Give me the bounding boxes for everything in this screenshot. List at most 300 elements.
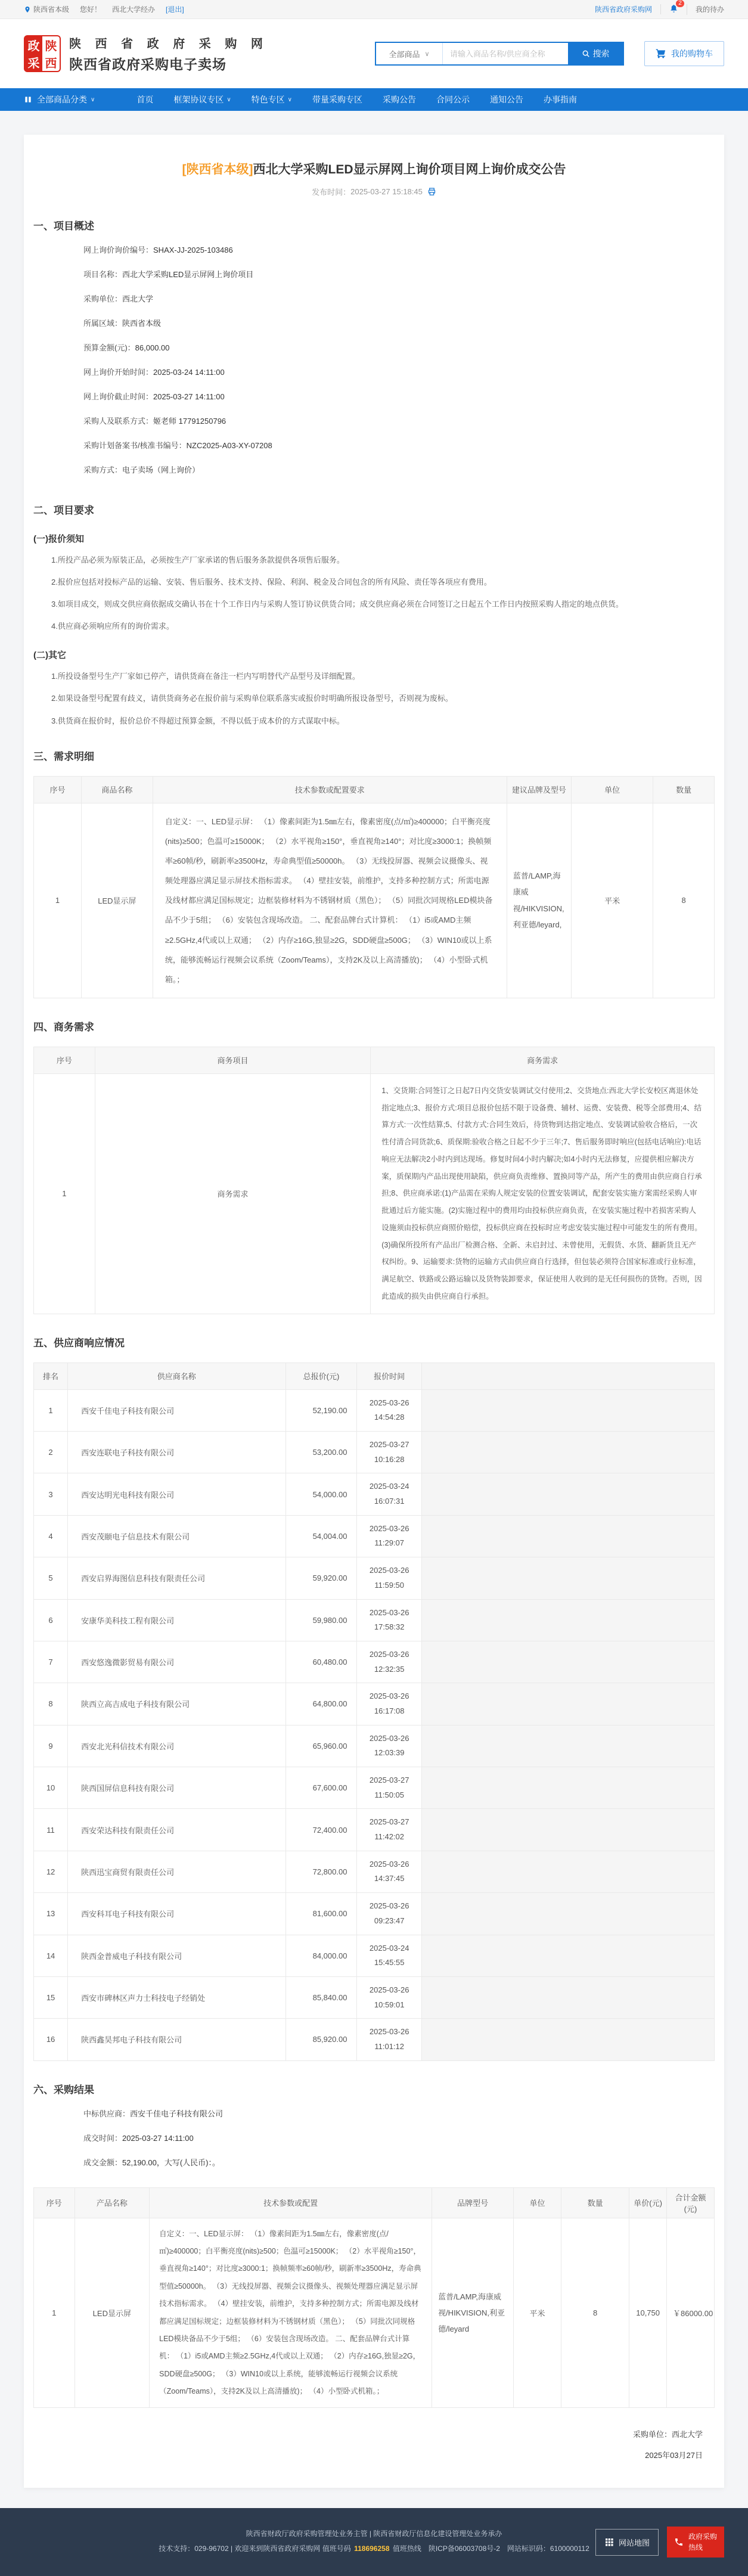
- supplier-rank-cell: 15: [34, 1976, 68, 2018]
- region-label: 陕西省本级: [33, 5, 70, 14]
- menu-icon: [24, 95, 32, 104]
- field-value: 86,000.00: [135, 343, 170, 352]
- filler-cell: [421, 1515, 714, 1557]
- footer-line2-prefix: 技术支持：029-96702 | 欢迎来到陕西省政府采购网 值班号码: [159, 2544, 351, 2553]
- result-name-cell: LED显示屏: [75, 2218, 150, 2408]
- filler-cell: [421, 1976, 714, 2018]
- quote-time: 12:32:35: [374, 1664, 405, 1674]
- demand-name-cell: LED显示屏: [81, 803, 153, 998]
- hotline-button[interactable]: [667, 2527, 724, 2558]
- section-overview-heading: 一、项目概述: [33, 221, 94, 232]
- supplier-rank-cell: 16: [34, 2019, 68, 2060]
- chevron-down-icon: ∨: [91, 96, 95, 103]
- quote-date: 2025-03-26: [369, 1733, 409, 1743]
- table-row: [34, 1976, 715, 2018]
- quote-notice-heading: (一)报价须知: [33, 534, 84, 544]
- field-value: 2025-03-27 14:11:00: [122, 2133, 194, 2143]
- filler-cell: [421, 2019, 714, 2060]
- cart-icon: [656, 48, 666, 59]
- quote-date: 2025-03-26: [369, 1901, 409, 1911]
- supplier-name-cell: 西安连联电子科技有限公司: [68, 1432, 285, 1473]
- nav-item[interactable]: [383, 94, 416, 105]
- logo-char: 陕: [42, 36, 60, 54]
- table-row: [34, 2218, 715, 2408]
- supplier-rank-cell: 3: [34, 1473, 68, 1515]
- publish-time-value: 2025-03-27 15:18:45: [350, 187, 423, 196]
- table-row: [34, 1935, 715, 1976]
- quote-notice-list: [33, 554, 715, 633]
- supplier-rank-cell: 8: [34, 1683, 68, 1725]
- signoff: [33, 2428, 715, 2460]
- filler-cell: [421, 1432, 714, 1473]
- demand-brand-cell: 蓝普/LAMP,海康威视/HIKVISION,利亚德/leyard,: [507, 803, 571, 998]
- field-value: 52,190.00，大写(人民币)：。: [122, 2158, 221, 2167]
- supplier-price-cell: 81,600.00: [285, 1893, 357, 1935]
- supplier-time-cell: [357, 1683, 421, 1725]
- table-header-row: [34, 2187, 715, 2218]
- chevron-down-icon: ∨: [287, 96, 292, 103]
- supplier-rank-cell: 13: [34, 1893, 68, 1935]
- supplier-time-cell: [357, 1725, 421, 1767]
- column-header: 报价时间: [357, 1363, 421, 1389]
- column-header: 排名: [34, 1363, 68, 1389]
- table-row: [34, 1893, 715, 1935]
- field-value: 姬老师 17791250796: [153, 417, 226, 426]
- table-row: [34, 1809, 715, 1851]
- supplier-time-cell: [357, 1599, 421, 1641]
- quote-date: 2025-03-26: [369, 2027, 409, 2037]
- field-row: [83, 237, 715, 262]
- supplier-price-cell: 54,004.00: [285, 1515, 357, 1557]
- supplier-rank-cell: 7: [34, 1641, 68, 1683]
- demand-unit-cell: 平米: [572, 803, 653, 998]
- supplier-rank-cell: 6: [34, 1599, 68, 1641]
- logout-link[interactable]: [退出]: [166, 5, 184, 14]
- column-header: 技术参数或配置要求: [153, 776, 507, 803]
- filler-cell: [421, 1725, 714, 1767]
- supplier-price-cell: 85,840.00: [285, 1976, 357, 2018]
- quote-time: 12:03:39: [374, 1748, 405, 1758]
- filler-cell: [421, 1851, 714, 1892]
- nav-item-label: 采购公告: [382, 95, 416, 104]
- notice-paragraph: 1.所投产品必须为原装正品，必须按生产厂家承诺的售后服务条款提供各项售后服务。: [51, 555, 344, 564]
- column-header: 商品名称: [81, 776, 153, 803]
- supplier-time-cell: [357, 2019, 421, 2060]
- notice-paragraph: 3.供货商在报价时，报价总价不得超过预算金额，不得以低于成本价的方式谋取中标。: [51, 716, 344, 725]
- field-row: [83, 2150, 715, 2174]
- quote-date: 2025-03-24: [369, 1943, 409, 1953]
- field-row: [83, 2125, 715, 2150]
- supplier-time-cell: [357, 1557, 421, 1599]
- supplier-name-cell: 西安荣达科技有限责任公司: [68, 1809, 285, 1851]
- result-total-cell: ￥86000.00: [667, 2218, 715, 2408]
- table-row: [34, 1725, 715, 1767]
- supplier-price-cell: 85,920.00: [285, 2019, 357, 2060]
- table-row: [34, 1767, 715, 1809]
- logo-char: 政: [25, 36, 42, 54]
- column-header: 总报价(元): [285, 1363, 357, 1389]
- filler-cell: [421, 1641, 714, 1683]
- printer-icon[interactable]: [427, 187, 436, 196]
- field-label: 预算金额(元)：: [83, 343, 135, 352]
- table-row: [34, 1683, 715, 1725]
- catalog-menu-label: 全部商品分类: [37, 95, 87, 104]
- hotline-label-line1: 政府采购: [688, 2532, 717, 2541]
- field-row: [83, 311, 715, 335]
- supplier-price-cell: 53,200.00: [285, 1432, 357, 1473]
- quote-time: 09:23:47: [374, 1916, 405, 1925]
- quote-time: 11:29:07: [374, 1538, 404, 1548]
- supplier-price-cell: 60,480.00: [285, 1641, 357, 1683]
- supplier-rank-cell: 9: [34, 1725, 68, 1767]
- search-bar: [375, 42, 624, 66]
- table-row: [34, 1389, 715, 1431]
- todo-link[interactable]: 我的待办: [695, 5, 724, 14]
- cart-button-label: 我的购物车: [671, 49, 713, 58]
- chevron-down-icon: ∨: [424, 50, 430, 58]
- supplier-price-cell: 59,980.00: [285, 1599, 357, 1641]
- page-title: [33, 160, 715, 178]
- supplier-price-cell: 72,400.00: [285, 1809, 357, 1851]
- quote-date: 2025-03-26: [369, 1523, 409, 1533]
- quote-time: 15:45:55: [374, 1958, 405, 1967]
- result-unit-cell: 平米: [514, 2218, 561, 2408]
- nav-item[interactable]: [173, 94, 231, 105]
- search-input[interactable]: [443, 43, 568, 64]
- other-notice-heading: (二)其它: [33, 650, 66, 661]
- quote-time: 10:16:28: [374, 1454, 405, 1464]
- search-category-label: 全部商品: [389, 49, 420, 59]
- table-row: [34, 1515, 715, 1557]
- table-row: [34, 2019, 715, 2060]
- supplier-name-cell: 安康华美科技工程有限公司: [68, 1599, 285, 1641]
- business-no-cell: 1: [34, 1073, 95, 1314]
- field-row: [83, 359, 715, 384]
- field-row: [83, 457, 715, 482]
- supplier-name-cell: 陕西鑫昊邦电子科技有限公司: [68, 2019, 285, 2060]
- supplier-name-cell: 西安茂颐电子信息技术有限公司: [68, 1515, 285, 1557]
- operator-name: 西北大学经办: [112, 5, 156, 14]
- notice-paragraph: 3.如项目成交，则成交供应商依据成交确认书在十个工作日内与采购人签订协议供货合同；成交供应商必须在合同签订之日起五个工作日内按照采购人指定的地点供货。: [51, 600, 623, 609]
- supplier-price-cell: 59,920.00: [285, 1557, 357, 1599]
- location-pin-icon: [24, 6, 31, 13]
- section-result-heading: 六、采购结果: [33, 2084, 94, 2096]
- section-requirements-heading: 二、项目要求: [33, 505, 94, 516]
- field-row: [83, 262, 715, 286]
- notice-paragraph: 4.供应商必须响应所有的询价需求。: [51, 622, 174, 631]
- column-header: 序号: [34, 776, 82, 803]
- region-tag: [陕西省本级]: [182, 163, 253, 176]
- search-button-label: 搜索: [592, 49, 610, 58]
- field-value: 2025-03-27 14:11:00: [153, 392, 225, 401]
- nav-items: [136, 94, 597, 105]
- nav-item-label: 带量采购专区: [312, 95, 362, 104]
- site-title: 陕 西 省 政 府 采 购 网: [69, 38, 268, 51]
- column-header: 商务项目: [95, 1047, 371, 1073]
- column-header: 品牌型号: [432, 2187, 514, 2218]
- hotline-label-line2: 热线: [688, 2543, 703, 2552]
- field-label: 所属区域：: [83, 319, 123, 328]
- filler-cell: [421, 1809, 714, 1851]
- column-header: 产品名称: [75, 2187, 150, 2218]
- result-spec-cell: 自定义：一、LED显示屏： （1）像素间距为1.5㎜左右，像素密度(点/㎡)≥400000；白平衡亮度(nits)≥500；色温可≥15000K； （2）水平视角≥150°，垂直视角≥140°；对比度≥3000:1；换帧频率≥60帧/秒，刷新率≥3500Hz，寿命典型值≥50000h。 （3）无线投屏器、视频会议摄像头、视频处理器应满足显示屏技术指标需求。 （4）壁挂安装，前维护，支持多种控制方式；所需电源及线材都应满足国标规定；边框装修材料为不锈钢材质（黑色）； （5）同批次同规格LED模块备品不少于5组； （6）安装包含现场改造。 二、配套品牌台式计算机： （1）i5或AMD主频≥2.5GHz,4代或以上双通； （2）内存≥16G,独显≥2G，SDD硬盘≥500G； （3）WIN10或以上系统，能够流畅运行视频会议系统（Zoom/Teams），支持2K及以上高清播放)； （4）小型卧式机箱。；: [150, 2218, 432, 2408]
- field-label: 采购人及联系方式：: [83, 417, 154, 426]
- catalog-menu-button[interactable]: [24, 94, 95, 105]
- column-header: 合计金额(元): [667, 2187, 715, 2218]
- field-label: 网上询价询价编号：: [83, 246, 154, 255]
- notification-count-badge: 2: [676, 0, 684, 7]
- filler-cell: [421, 1767, 714, 1809]
- demand-qty-cell: 8: [653, 803, 715, 998]
- nav-item-label: 特色专区: [251, 95, 285, 104]
- filler-cell: [421, 1935, 714, 1976]
- result-unit-price-cell: 10,750: [629, 2218, 667, 2408]
- logo-char: 西: [42, 54, 60, 71]
- column-header: 供应商名称: [68, 1363, 285, 1389]
- column-header: 单位: [514, 2187, 561, 2218]
- field-row: [83, 2101, 715, 2125]
- field-row: [83, 408, 715, 433]
- result-qty-cell: 8: [561, 2218, 629, 2408]
- cart-button[interactable]: [644, 41, 724, 66]
- nav-item[interactable]: [436, 94, 470, 105]
- quote-time: 17:58:32: [374, 1622, 405, 1632]
- quote-time: 11:01:12: [374, 2041, 404, 2051]
- hotline-number: 118696258: [354, 2544, 390, 2553]
- sitemap-label: 网站地图: [618, 2538, 650, 2547]
- field-value: 西北大学采购LED显示屏网上询价项目: [122, 270, 254, 279]
- result-brand-cell: 蓝普/LAMP,海康威视/HIKVISION,利亚德/leyard: [432, 2218, 514, 2408]
- field-value: 西安千佳电子科技有限公司: [130, 2109, 224, 2118]
- other-notice-list: [33, 670, 715, 727]
- phone-icon: [674, 2537, 684, 2547]
- notifications-button[interactable]: [669, 0, 687, 15]
- filler-cell: [421, 1683, 714, 1725]
- field-label: 项目名称：: [83, 270, 123, 279]
- column-header: 数量: [561, 2187, 629, 2218]
- site-subtitle: 陕西省政府采购电子卖场: [69, 57, 226, 72]
- filler-cell: [421, 1893, 714, 1935]
- supplier-name-cell: 西安启界海图信息科技有限责任公司: [68, 1557, 285, 1599]
- column-header: 建议品牌及型号: [507, 776, 571, 803]
- column-header: 单价(元): [629, 2187, 667, 2218]
- column-header: 序号: [34, 2187, 75, 2218]
- field-label: 成交金额：: [83, 2158, 123, 2167]
- business-table: [33, 1047, 715, 1314]
- table-row: [34, 1599, 715, 1641]
- field-row: [83, 384, 715, 408]
- supplier-time-cell: [357, 1935, 421, 1976]
- section-suppliers-heading: 五、供应商响应情况: [33, 1337, 125, 1349]
- main-content: [0, 111, 748, 2508]
- signoff-unit: 采购单位：西北大学: [632, 2430, 703, 2440]
- table-row: [34, 1641, 715, 1683]
- supplier-rank-cell: 12: [34, 1851, 68, 1892]
- footer-line2-suffix: 值班热线 陕ICP备06003708号-2 网站标识码：6100000112: [392, 2544, 589, 2553]
- supplier-name-cell: 西安达明光电科技有限公司: [68, 1473, 285, 1515]
- supplier-name-cell: 陕西国屏信息科技有限公司: [68, 1767, 285, 1809]
- signoff-date: 2025年03月27日: [645, 2451, 703, 2460]
- nav-item-label: 合同公示: [436, 95, 470, 104]
- announcement-title-text: 西北大学采购LED显示屏网上询价项目网上询价成交公告: [253, 163, 566, 176]
- supplier-time-cell: [357, 1976, 421, 2018]
- topbar: [0, 0, 748, 19]
- quote-date: 2025-03-27: [369, 1817, 409, 1827]
- supplier-name-cell: 西安科耳电子科技有限公司: [68, 1893, 285, 1935]
- table-row: [34, 803, 715, 998]
- suppliers-table: [33, 1363, 715, 2061]
- column-header: 单位: [572, 776, 653, 803]
- nav-item-label: 通知公告: [489, 95, 523, 104]
- supplier-time-cell: [357, 1641, 421, 1683]
- supplier-rank-cell: 2: [34, 1432, 68, 1473]
- supplier-time-cell: [357, 1473, 421, 1515]
- supplier-time-cell: [357, 1432, 421, 1473]
- quote-time: 16:07:31: [374, 1497, 405, 1506]
- region-selector[interactable]: [24, 4, 69, 14]
- chevron-down-icon: ∨: [226, 96, 231, 103]
- sitemap-button[interactable]: [595, 2529, 659, 2556]
- column-header: 技术参数或配置: [150, 2187, 432, 2218]
- nav-item-label: 首页: [136, 95, 154, 104]
- nav-item[interactable]: [252, 94, 292, 105]
- field-label: 网上询价开始时间：: [83, 368, 154, 377]
- publish-time-row: [33, 186, 715, 197]
- overview-fields: [33, 237, 715, 482]
- search-button[interactable]: [568, 43, 623, 64]
- quote-date: 2025-03-26: [369, 1985, 409, 1994]
- nav-item[interactable]: [136, 94, 153, 105]
- quote-date: 2025-03-26: [369, 1859, 409, 1869]
- table-row: [34, 1851, 715, 1892]
- supplier-name-cell: 西安悠逸微影贸易有限公司: [68, 1641, 285, 1683]
- field-value: 西北大学: [122, 294, 154, 303]
- quote-date: 2025-03-26: [369, 1398, 409, 1407]
- field-value: SHAX-JJ-2025-103486: [153, 246, 233, 255]
- supplier-rank-cell: 4: [34, 1515, 68, 1557]
- supplier-rank-cell: 10: [34, 1767, 68, 1809]
- table-row: [34, 1432, 715, 1473]
- field-label: 采购单位：: [83, 294, 123, 303]
- supplier-rank-cell: 1: [34, 1389, 68, 1431]
- publish-time-label: 发布时间：: [312, 188, 351, 197]
- supplier-time-cell: [357, 1809, 421, 1851]
- search-category-select[interactable]: [376, 43, 443, 64]
- nav-item[interactable]: [544, 94, 577, 105]
- section-business-heading: 四、商务需求: [33, 1021, 94, 1033]
- table-header-row: [34, 776, 715, 803]
- supplier-price-cell: 67,600.00: [285, 1767, 357, 1809]
- field-value: 陕西省本级: [122, 319, 162, 328]
- business-demand-cell: 1、交货期:合同签订之日起7日内交货安装调试交付使用;2、交货地点:西北大学长安校区离退休处指定地点;3、报价方式:项目总报价包括不限于设备费、辅材、运费、安装费、税等全部费用;4、结算方式:一次性结算;5、付款方式:合同生效后，待货物到达指定地点、安装调试验收合格后，一次性付清合同货款;6、质保期:验收合格之日起不少于三年;7、售后服务即时响应(包括电话响应):电话响应无法解决2小时内到达现场。修复时间4小时内解决;如4小时内无法修复，应提供相应解决方案，质保期内产品出现使用缺陷，供应商负责维修、置换同等产品，所产生的费用由供应商自行承担;8、供应商承诺:(1)产品需在采购人规定安装的位置安装调试，配套安装实施方案需经采购人审批通过后方能实施。(2)实施过程中的费用均由投标供应商负责，在安装实施过程中若损害采购人设施须由投标供应商照价赔偿，投标供应商在投标时应考虑安装实施过程中可能发生的所有费用。(3)确保所投所有产品出厂检测合格、全新、未启封过、未曾使用，无假货、水货、翻新货且无产权纠纷。9、运输要求:货物的运输方式由供应商自行选择，但包装必须符合国家标准或行业标准，满足航空、铁路或公路运输以及货物装卸要求，保证使用人收到的是无任何损伤的货物。否则，因此造成的损失由供应商自行承担。: [371, 1073, 715, 1314]
- table-row: [34, 1073, 715, 1314]
- supplier-time-cell: [357, 1389, 421, 1431]
- field-row: [83, 433, 715, 457]
- quote-date: 2025-03-24: [369, 1482, 409, 1491]
- supplier-name-cell: 陕西金普威电子科技有限公司: [68, 1935, 285, 1976]
- quote-date: 2025-03-26: [369, 1692, 409, 1701]
- supplier-price-cell: 64,800.00: [285, 1683, 357, 1725]
- column-header: 数量: [653, 776, 715, 803]
- supplier-name-cell: 西安市碑林区声力士科技电子经销处: [68, 1976, 285, 2018]
- site-home-link[interactable]: 陕西省政府采购网: [595, 4, 661, 14]
- greeting-text: 您好！: [80, 5, 102, 14]
- field-label: 采购方式：: [83, 465, 123, 474]
- quote-time: 16:17:08: [374, 1706, 405, 1715]
- quote-date: 2025-03-27: [369, 1440, 409, 1450]
- supplier-name-cell: 陕西迅宝商贸有限责任公司: [68, 1851, 285, 1892]
- site-logo: [24, 35, 61, 72]
- supplier-price-cell: 72,800.00: [285, 1851, 357, 1892]
- filler-cell: [421, 1557, 714, 1599]
- nav-item-label: 办事指南: [543, 95, 577, 104]
- field-value: 电子卖场（网上询价）: [122, 465, 200, 474]
- field-label: 采购计划备案书/核准书编号：: [83, 441, 187, 450]
- filler-cell: [421, 1473, 714, 1515]
- quote-time: 14:54:28: [374, 1413, 405, 1422]
- footer-line1: 陕西省财政厅政府采购管理处业务主管 | 陕西省财政厅信息化建设管理处业务承办: [246, 2530, 502, 2538]
- supplier-rank-cell: 11: [34, 1809, 68, 1851]
- announcement-card: [24, 135, 724, 2488]
- table-row: [34, 1557, 715, 1599]
- business-item-cell: 商务需求: [95, 1073, 371, 1314]
- field-row: [83, 286, 715, 311]
- supplier-time-cell: [357, 1767, 421, 1809]
- demand-no-cell: 1: [34, 803, 82, 998]
- logo-char: 采: [25, 54, 42, 71]
- field-value: NZC2025-A03-XY-07208: [186, 441, 272, 450]
- supplier-name-cell: 西安千佳电子科技有限公司: [68, 1389, 285, 1431]
- search-icon: [582, 49, 590, 58]
- supplier-price-cell: 84,000.00: [285, 1935, 357, 1976]
- field-value: 2025-03-24 14:11:00: [153, 368, 225, 377]
- demand-table: [33, 776, 715, 998]
- grid-icon: [604, 2537, 614, 2547]
- quote-time: 11:42:02: [374, 1832, 404, 1842]
- nav-item-label: 框架协议专区: [173, 95, 224, 104]
- nav-item[interactable]: [312, 94, 362, 105]
- quote-date: 2025-03-27: [369, 1776, 409, 1785]
- table-header-row: [34, 1047, 715, 1073]
- supplier-time-cell: [357, 1893, 421, 1935]
- field-label: 网上询价截止时间：: [83, 392, 154, 401]
- supplier-price-cell: 52,190.00: [285, 1389, 357, 1431]
- filler-cell: [421, 1389, 714, 1431]
- supplier-name-cell: 西安北光科信技术有限公司: [68, 1725, 285, 1767]
- header: [0, 19, 748, 88]
- result-no-cell: 1: [34, 2218, 75, 2408]
- result-table: [33, 2187, 715, 2409]
- result-fields: [33, 2101, 715, 2174]
- supplier-rank-cell: 14: [34, 1935, 68, 1976]
- table-row: [34, 1473, 715, 1515]
- supplier-price-cell: 65,960.00: [285, 1725, 357, 1767]
- field-row: [83, 335, 715, 359]
- quote-time: 14:37:45: [374, 1874, 405, 1883]
- supplier-time-cell: [357, 1515, 421, 1557]
- nav-item[interactable]: [490, 94, 523, 105]
- supplier-rank-cell: 5: [34, 1557, 68, 1599]
- demand-spec-cell: 自定义：一、LED显示屏： （1）像素间距为1.5㎜左右，像素密度(点/㎡)≥400000；白平衡亮度(nits)≥500；色温可≥15000K； （2）水平视角≥150°，垂直视角≥140°；对比度≥3000:1；换帧频率≥60帧/秒，刷新率≥3500Hz，寿命典型值≥50000h。 （3）无线投屏器、视频会议摄像头、视频处理器应满足显示屏技术指标需求。 （4）壁挂安装，前维护，支持多种控制方式；所需电源及线材都应满足国标规定；边框装修材料为不锈钢材质（黑色）； （5）同批次同规格LED模块备品不少于5组； （6）安装包含现场改造。 二、配套品牌台式计算机： （1）i5或AMD主频≥2.5GHz,4代或以上双通； （2）内存≥16G,独显≥2G，SDD硬盘≥500G； （3）WIN10或以上系统，能够流畅运行视频会议系统（Zoom/Teams），支持2K及以上高清播放)； （4）小型卧式机箱。；: [153, 803, 507, 998]
- filler-cell: [421, 1599, 714, 1641]
- section-demand-heading: 三、需求明细: [33, 750, 94, 762]
- quote-time: 11:50:05: [374, 1790, 404, 1799]
- filler-header: [421, 1363, 714, 1389]
- field-label: 成交时间：: [83, 2133, 123, 2143]
- table-header-row: [34, 1363, 715, 1389]
- main-nav: [0, 88, 748, 111]
- quote-date: 2025-03-26: [369, 1649, 409, 1659]
